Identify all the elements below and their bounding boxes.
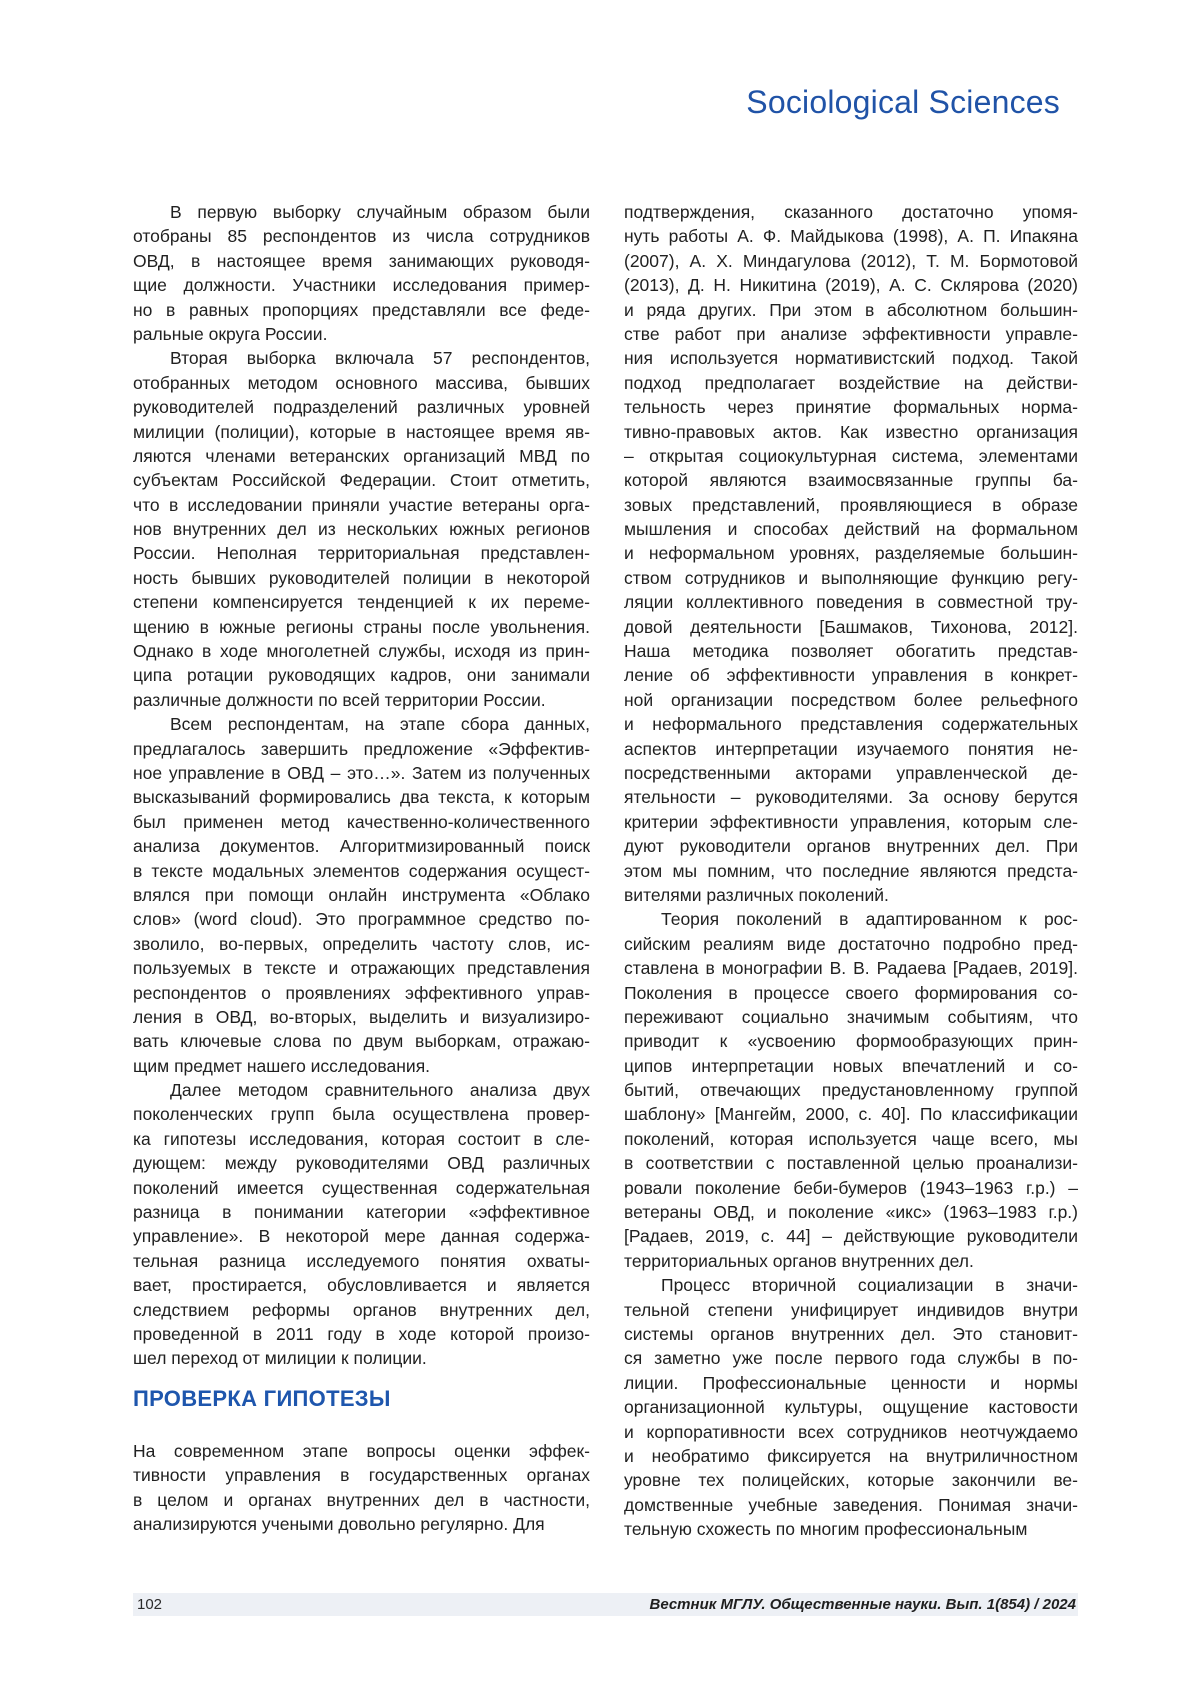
text-line: вает, простирается, обусловливается и является xyxy=(133,1275,590,1296)
text-line: стве работ при анализе эффективности управле- xyxy=(624,323,1078,344)
text-line: ное управление в ОВД – это…». Затем из полученных xyxy=(133,762,590,783)
text-line: шел переход от милиции к полиции. xyxy=(133,1348,427,1369)
text-line: довой деятельности [Башмаков, Тихонова, 2012]. xyxy=(624,616,1078,637)
journal-title: Вестник МГЛУ. Общественные науки. Вып. 1(854) / 2024 xyxy=(649,1596,1076,1613)
text-line: Поколения в процессе своего формирования со- xyxy=(624,982,1078,1003)
text-line: ципа ротации руководящих кадров, они занимали xyxy=(133,665,590,686)
text-line: системы органов внутренних дел. Это становит- xyxy=(624,1323,1078,1344)
text-line: поколенческих групп была осуществлена провер- xyxy=(133,1104,590,1125)
paragraph xyxy=(624,1273,1078,1541)
text-line: был применен метод качественно-количественного xyxy=(133,811,590,832)
text-line: и ряда других. При этом в абсолютном большин- xyxy=(624,299,1078,320)
text-line: ровали поколение беби-бумеров (1943–1963 г.р.) – xyxy=(624,1177,1078,1198)
text-line: ОВД, в настоящее время занимающих руководя- xyxy=(133,250,590,271)
text-line: влялся при помощи онлайн инструмента «Облако xyxy=(133,884,590,905)
text-line: щим предмет нашего исследования. xyxy=(133,1055,431,1076)
text-line: тельность через принятие формальных норма- xyxy=(624,397,1078,418)
paragraph xyxy=(133,712,590,1078)
text-line: и неформального представления содержательных xyxy=(624,714,1078,735)
text-line: Однако в ходе многолетней службы, исходя из прин- xyxy=(133,641,590,662)
text-line: В первую выборку случайным образом были xyxy=(170,202,590,222)
text-line: ка гипотезы исследования, которая состоит в сле- xyxy=(133,1128,590,1149)
text-line: Далее методом сравнительного анализа двух xyxy=(170,1080,590,1101)
text-line: тивности управления в государственных органах xyxy=(133,1465,590,1486)
text-line: тивно-правовых актов. Как известно организация xyxy=(624,421,1078,442)
text-line: ния используется нормативистский подход. Такой xyxy=(624,348,1078,369)
text-line: субъектам Российской Федерации. Стоит отметить, xyxy=(133,470,590,491)
text-line: Процесс вторичной социализации в значи- xyxy=(661,1275,1078,1296)
text-line: ления в ОВД, во-вторых, выделить и визуализиро- xyxy=(133,1006,590,1027)
text-line: респондентов о проявлениях эффективного управ- xyxy=(133,982,590,1003)
text-line: этом мы помним, что последние являются предста- xyxy=(624,860,1078,881)
text-line: (2013), Д. Н. Никитина (2019), А. С. Склярова (2020) xyxy=(624,275,1078,296)
text-line: аспектов интерпретации изучаемого понятия не- xyxy=(624,738,1078,759)
text-line: посредственными акторами управленческой де- xyxy=(624,762,1078,783)
text-line: Вторая выборка включала 57 респондентов, xyxy=(170,348,590,369)
text-line: зовых представлений, проявляющиеся в образе xyxy=(624,494,1078,515)
text-line: Теория поколений в адаптированном к рос- xyxy=(661,909,1078,930)
text-line: Наша методика позволяет обогатить представ- xyxy=(624,641,1078,662)
left-column xyxy=(133,200,590,1541)
page-title: Sociological Sciences xyxy=(746,84,1060,120)
text-line: следствием реформы органов внутренних дел, xyxy=(133,1299,590,1320)
paragraph xyxy=(624,907,1078,1273)
text-line: но в равных пропорциях представляли все феде- xyxy=(133,299,590,320)
text-line: щие должности. Участники исследования пример- xyxy=(133,275,590,296)
text-line: ципов интерпретации новых впечатлений и со- xyxy=(624,1055,1078,1076)
text-line: дующем: между руководителями ОВД различных xyxy=(133,1153,590,1174)
text-line: [Радаев, 2019, с. 44] – действующие руководители xyxy=(624,1226,1078,1247)
text-line: сийским реалиям виде достаточно подробно пред- xyxy=(624,933,1078,954)
paragraph xyxy=(133,1439,590,1537)
text-line: вителями различных поколений. xyxy=(624,884,889,905)
right-column xyxy=(624,200,1078,1541)
text-line: лиции. Профессиональные ценности и нормы xyxy=(624,1372,1078,1393)
text-line: дуют руководители органов внутренних дел. При xyxy=(624,836,1078,857)
text-line: и неформальном уровнях, разделяемые большин- xyxy=(624,543,1078,564)
text-line: На современном этапе вопросы оценки эффек- xyxy=(133,1440,590,1461)
text-line: шаблону» [Мангейм, 2000, с. 40]. По классификации xyxy=(624,1104,1078,1125)
text-line: ральные округа России. xyxy=(133,323,328,344)
footer-bar xyxy=(133,1593,1078,1616)
text-line: ветераны ОВД, и поколение «икс» (1963–1983 г.р.) xyxy=(624,1202,1078,1223)
text-line: различные должности по всей территории России. xyxy=(133,689,546,710)
text-line: отобранных методом основного массива, бывших xyxy=(133,372,590,393)
text-line: тельной степени унифицирует индивидов внутри xyxy=(624,1299,1078,1320)
text-line: переживают социально значимым событиям, что xyxy=(624,1006,1078,1027)
text-line: в тексте модальных элементов содержания осущест- xyxy=(133,860,590,881)
text-line: территориальных органов внутренних дел. xyxy=(624,1250,974,1271)
text-line: (2007), А. Х. Миндагулова (2012), Т. М. Бормотовой xyxy=(624,250,1078,271)
section-heading: ПРОВЕРКА ГИПОТЕЗЫ xyxy=(133,1385,391,1411)
text-line: ной организации посредством более рельефного xyxy=(624,689,1078,710)
text-line: отобраны 85 респондентов из числа сотрудников xyxy=(133,226,590,247)
paragraph xyxy=(624,200,1078,907)
text-line: милиции (полиции), которые в настоящее время яв- xyxy=(133,421,590,442)
text-line: зволило, во-первых, определить частоту слов, ис- xyxy=(133,933,590,954)
text-line: и необратимо фиксируется на внутриличностном xyxy=(624,1445,1078,1466)
text-line: – открытая социокультурная система, элементами xyxy=(624,445,1078,466)
text-line: разница в понимании категории «эффективное xyxy=(133,1202,590,1223)
text-line: руководителей подразделений различных уровней xyxy=(133,397,590,418)
text-line: ность бывших руководителей полиции в некоторой xyxy=(133,567,590,588)
text-line: что в исследовании приняли участие ветераны орга- xyxy=(133,494,590,515)
text-line: в целом и органах внутренних дел в частности, xyxy=(133,1489,590,1510)
text-line: ся заметно уже после первого года службы в по- xyxy=(624,1348,1078,1369)
text-line: бытий, отвечающих предустановленному группой xyxy=(624,1080,1078,1101)
text-line: проведенной в 2011 году в ходе которой произо- xyxy=(133,1323,590,1344)
text-line: критерии эффективности управления, которым сле- xyxy=(624,811,1078,832)
text-line: Всем респондентам, на этапе сбора данных, xyxy=(170,714,590,735)
text-line: анализируются учеными довольно регулярно. Для xyxy=(133,1513,545,1534)
text-line: предлагалось завершить предложение «Эффектив- xyxy=(133,738,590,759)
text-line: тельная разница исследуемого понятия охваты- xyxy=(133,1250,590,1271)
text-line: вать ключевые слова по двум выборкам, отражаю- xyxy=(133,1031,590,1052)
text-line: организационной культуры, ощущение кастовости xyxy=(624,1397,1078,1418)
text-line: пользуемых в тексте и отражающих представления xyxy=(133,958,590,979)
paragraph xyxy=(133,346,590,712)
text-line: ляции коллективного поведения в совместной тру- xyxy=(624,592,1078,613)
text-line: ляются членами ветеранских организаций МВД по xyxy=(133,445,590,466)
text-line: России. Неполная территориальная представлен- xyxy=(133,543,590,564)
text-line: мышления и способах действий на формальном xyxy=(624,519,1078,540)
text-line: тельную схожесть по многим профессиональным xyxy=(624,1519,1028,1540)
text-line: ятельности – руководителями. За основу берутся xyxy=(624,787,1078,808)
text-line: подтверждения, сказанного достаточно упомя- xyxy=(624,202,1078,222)
text-line: домственные учебные заведения. Понимая значи- xyxy=(624,1494,1078,1515)
text-line: высказываний формировались два текста, к которым xyxy=(133,787,590,808)
text-line: и корпоративности всех сотрудников неотчуждаемо xyxy=(624,1421,1078,1442)
text-line: ставлена в монографии В. В. Радаева [Радаев, 2019]. xyxy=(624,958,1078,979)
text-line: уровне тех полицейских, которые закончили ве- xyxy=(624,1470,1078,1491)
text-line: щению в южные регионы страны после увольнения. xyxy=(133,616,590,637)
text-line: поколений имеется существенная содержательная xyxy=(133,1177,590,1198)
text-line: поколений, которая используется чаще всего, мы xyxy=(624,1128,1078,1149)
page-content xyxy=(133,0,1078,1541)
text-line: в соответствии с поставленной целью проанализи- xyxy=(624,1153,1078,1174)
text-line: нов внутренних дел из нескольких южных регионов xyxy=(133,519,590,540)
paragraph xyxy=(133,200,590,346)
text-line: которой являются взаимосвязанные группы ба- xyxy=(624,470,1078,491)
text-line: ством сотрудников и выполняющие функцию регу- xyxy=(624,567,1078,588)
two-column-text xyxy=(133,200,1078,1541)
paragraph xyxy=(133,1078,590,1371)
page-number: 102 xyxy=(137,1596,163,1613)
text-line: анализа документов. Алгоритмизированный поиск xyxy=(133,836,590,857)
text-line: подход предполагает воздействие на действи- xyxy=(624,372,1078,393)
text-line: приводит к «усвоению формообразующих прин- xyxy=(624,1031,1078,1052)
text-line: степени компенсируется тенденцией к их переме- xyxy=(133,592,590,613)
text-line: слов» (word cloud). Это программное средство по- xyxy=(133,909,590,930)
text-line: нуть работы А. Ф. Майдыкова (1998), А. П. Ипакяна xyxy=(624,226,1078,247)
text-line: управление». В некоторой мере данная содержа- xyxy=(133,1226,590,1247)
text-line: ление об эффективности управления в конкрет- xyxy=(624,665,1078,686)
